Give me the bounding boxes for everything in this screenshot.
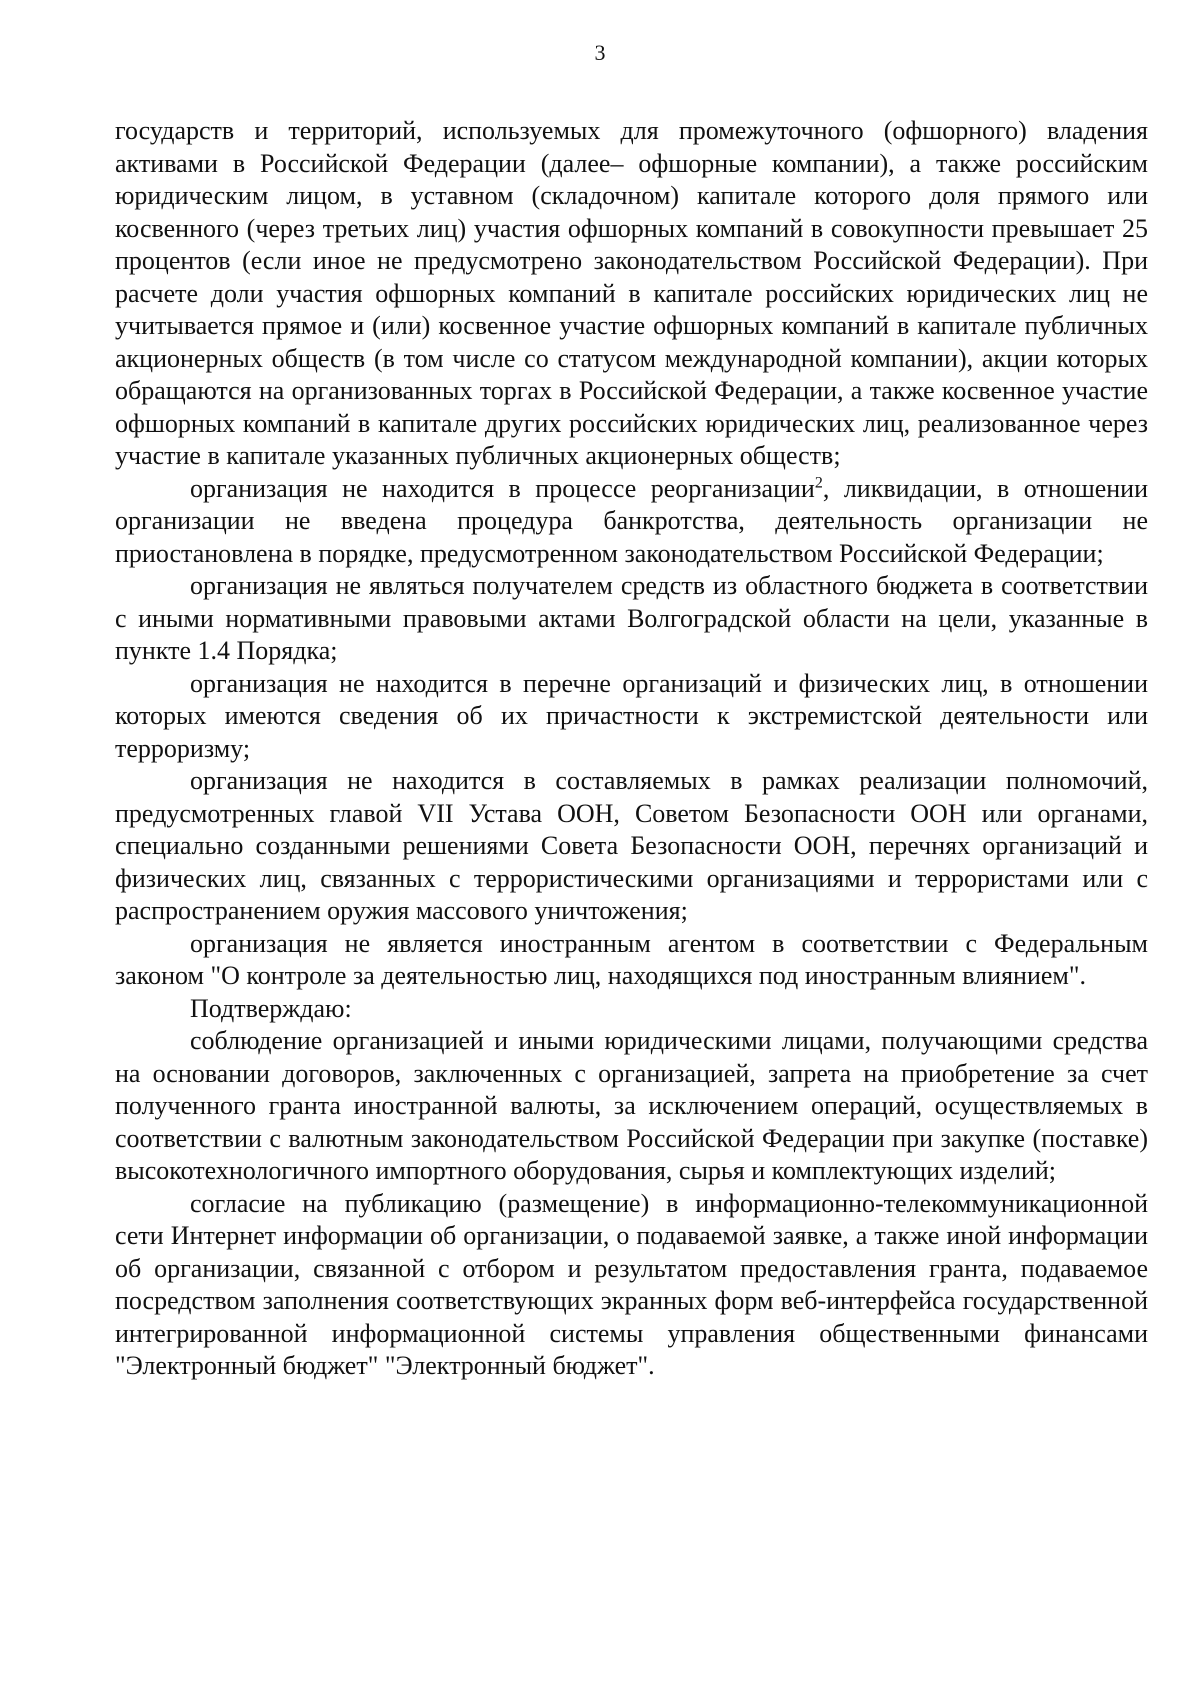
document-body bbox=[115, 115, 1148, 1383]
paragraph-text: государств и территорий, используемых для промежуточного (офшорного) владения активами в Российской Федерации (далее– офшорные компании), а также российским юридическим лицом, в уставном (складочном) капитале которого доля прямого или косвенного (через третьих лиц) участия офшорных компаний в совокупности превышает 25 процентов (если иное не предусмотрено законодательством Российской Федерации). При расчете доли участия офшорных компаний в капитале российских юридических лиц не учитывается прямое и (или) косвенное участие офшорных компаний в капитале публичных акционерных обществ (в том числе со статусом международной компании), акции которых обращаются на организованных торгах в Российской Федерации, а также косвенное участие офшорных компаний в капитале других российских юридических лиц, реализованное через участие в капитале указанных публичных акционерных обществ; bbox=[115, 116, 1148, 470]
page-number: 3 bbox=[594, 40, 606, 65]
paragraph-text: согласие на публикацию (размещение) в информационно-телекоммуникационной сети Интернет информации об организации, о подаваемой заявке, а также иной информации об организации, связанной с отбором и результатом предоставления гранта, подаваемое посредством заполнения соответствующих экранных форм веб-интерфейса государственной интегрированной информационной системы управления общественными финансами "Электронный бюджет" "Электронный бюджет". bbox=[115, 1188, 1148, 1380]
paragraph bbox=[115, 668, 1148, 766]
paragraph bbox=[115, 1188, 1148, 1383]
paragraph bbox=[115, 765, 1148, 928]
paragraph bbox=[115, 1025, 1148, 1188]
paragraph bbox=[115, 570, 1148, 668]
paragraph-text: организация не находится в перечне организаций и физических лиц, в отношении которых имеются сведения об их причастности к экстремистской деятельности или терроризму; bbox=[115, 668, 1148, 763]
paragraph-text: организация не находится в составляемых в рамках реализации полномочий, предусмотренных главой VII Устава ООН, Советом Безопасности ООН или органами, специально созданными решениями Совета Безопасности ООН, перечнях организаций и физических лиц, связанных с террористическими организациями и террористами или с распространением оружия массового уничтожения; bbox=[115, 766, 1148, 925]
paragraph-text: соблюдение организацией и иными юридическими лицами, получающими средства на основании договоров, заключенных с организацией, запрета на приобретение за счет полученного гранта иностранной валюты, за исключением операций, осуществляемых в соответствии с валютным законодательством Российской Федерации при закупке (поставке) высокотехнологичного импортного оборудования, сырья и комплектующих изделий; bbox=[115, 1026, 1148, 1185]
paragraph bbox=[115, 473, 1148, 571]
paragraph bbox=[115, 115, 1148, 473]
paragraph-text: организация не является иностранным агентом в соответствии с Федеральным законом "О контроле за деятельностью лиц, находящихся под иностранным влиянием". bbox=[115, 928, 1148, 990]
paragraph-text: , ликвидации, в отношении организации не введена процедура банкротства, деятельность организации не приостановлена в порядке, предусмотренном законодательством Российской Федерации; bbox=[115, 473, 1148, 568]
footnote-reference: 2 bbox=[814, 473, 823, 491]
paragraph-text: Подтверждаю: bbox=[190, 993, 352, 1023]
paragraph-text: организация не находится в процессе реорганизации bbox=[190, 473, 815, 503]
paragraph-text: организация не являться получателем средств из областного бюджета в соответствии с иными нормативными правовыми актами Волгоградской области на цели, указанные в пункте 1.4 Порядка; bbox=[115, 571, 1148, 665]
paragraph bbox=[115, 928, 1148, 993]
paragraph bbox=[115, 993, 1148, 1026]
